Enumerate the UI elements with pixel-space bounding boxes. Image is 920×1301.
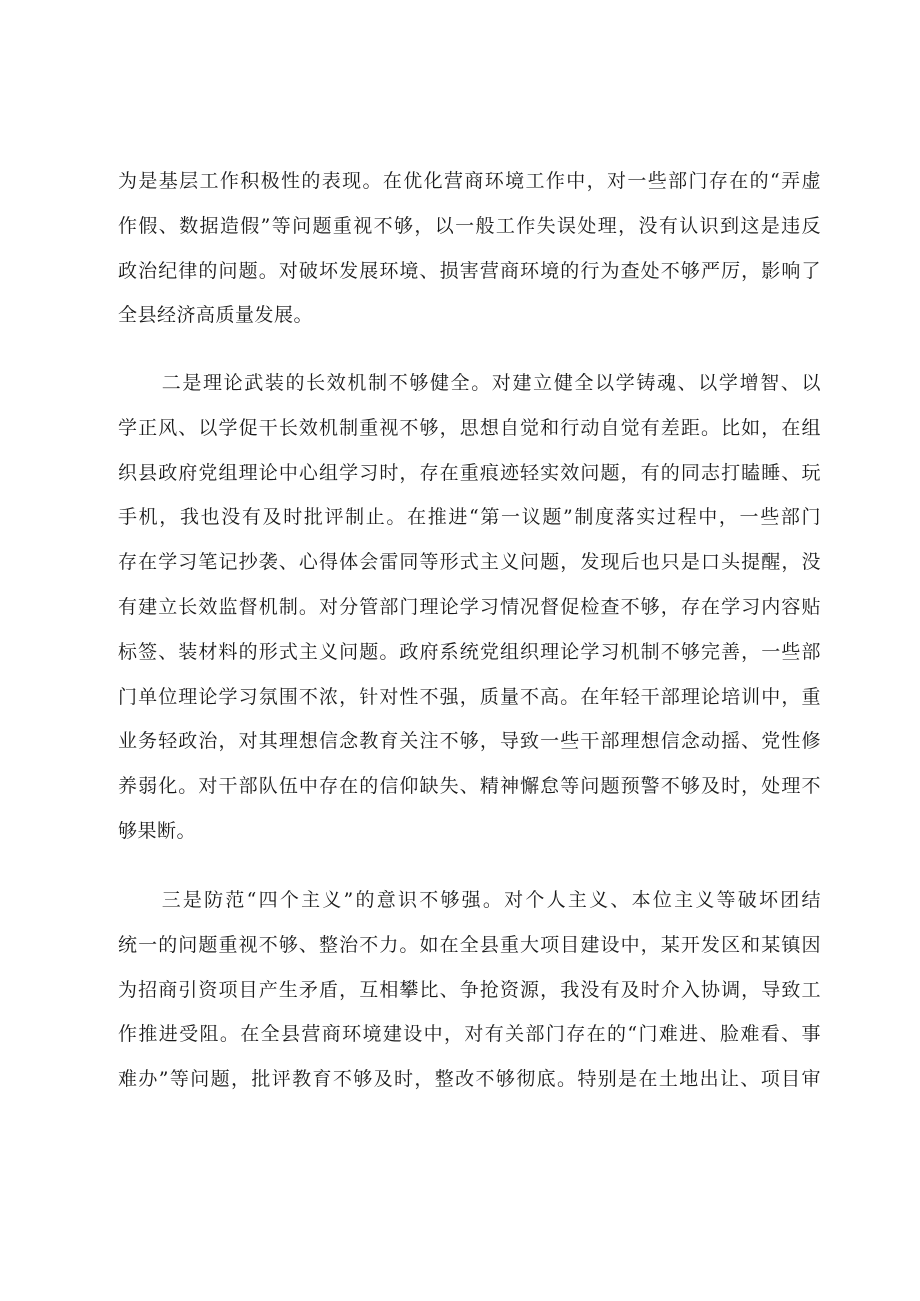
- paragraph-line: 门单位理论学习氛围不浓，针对性不强，质量不高。在年轻干部理论培训中，重: [118, 685, 821, 708]
- paragraph-line: 存在学习笔记抄袭、心得体会雷同等形式主义问题，发现后也只是口头提醒，没: [118, 551, 821, 574]
- paragraph-line: 政治纪律的问题。对破坏发展环境、损害营商环境的行为查处不够严厉，影响了: [118, 259, 821, 282]
- paragraph-line: 三是防范“四个主义”的意识不够强。对个人主义、本位主义等破坏团结: [161, 889, 821, 911]
- paragraph-3: [118, 878, 821, 1102]
- paragraph-line: 学正风、以学促干长效机制重视不够，思想自觉和行动自觉有差距。比如，在组: [118, 416, 821, 439]
- paragraph-line: 统一的问题重视不够、整治不力。如在全县重大项目建设中，某开发区和某镇因: [118, 933, 821, 956]
- paragraph-line: 业务轻政治，对其理想信念教育关注不够，导致一些干部理想信念动摇、党性修: [118, 730, 821, 753]
- paragraph-line: 二是理论武装的长效机制不够健全。对建立健全以学铸魂、以学增智、以: [161, 372, 821, 394]
- paragraph-line: 作推进受阻。在全县营商环境建设中，对有关部门存在的“门难进、脸难看、事: [118, 1023, 821, 1046]
- paragraph-line: 手机，我也没有及时批评制止。在推进“第一议题”制度落实过程中，一些部门: [118, 506, 821, 529]
- paragraph-1: [118, 159, 821, 338]
- paragraph-line: 作假、数据造假”等问题重视不够，以一般工作失误处理，没有认识到这是违反: [118, 214, 821, 237]
- paragraph-line: 养弱化。对干部队伍中存在的信仰缺失、精神懈怠等问题预警不够及时，处理不: [118, 775, 821, 798]
- paragraph-line: 为是基层工作积极性的表现。在优化营商环境工作中，对一些部门存在的“弄虚: [118, 170, 821, 192]
- paragraph-line: 标签、装材料的形式主义问题。政府系统党组织理论学习机制不够完善，一些部: [118, 640, 821, 663]
- paragraph-line: 难办”等问题，批评教育不够及时，整改不够彻底。特别是在土地出让、项目审: [118, 1068, 821, 1091]
- paragraph-line: 织县政府党组理论中心组学习时，存在重痕迹轻实效问题，有的同志打瞌睡、玩: [118, 461, 821, 484]
- paragraph-line: 够果断。: [118, 819, 197, 842]
- paragraph-line: 有建立长效监督机制。对分管部门理论学习情况督促检查不够，存在学习内容贴: [118, 595, 821, 618]
- paragraph-line: 为招商引资项目产生矛盾，互相攀比、争抢资源，我没有及时介入协调，导致工: [118, 978, 821, 1001]
- paragraph-line: 全县经济高质量发展。: [118, 304, 314, 327]
- paragraph-2: [118, 361, 821, 854]
